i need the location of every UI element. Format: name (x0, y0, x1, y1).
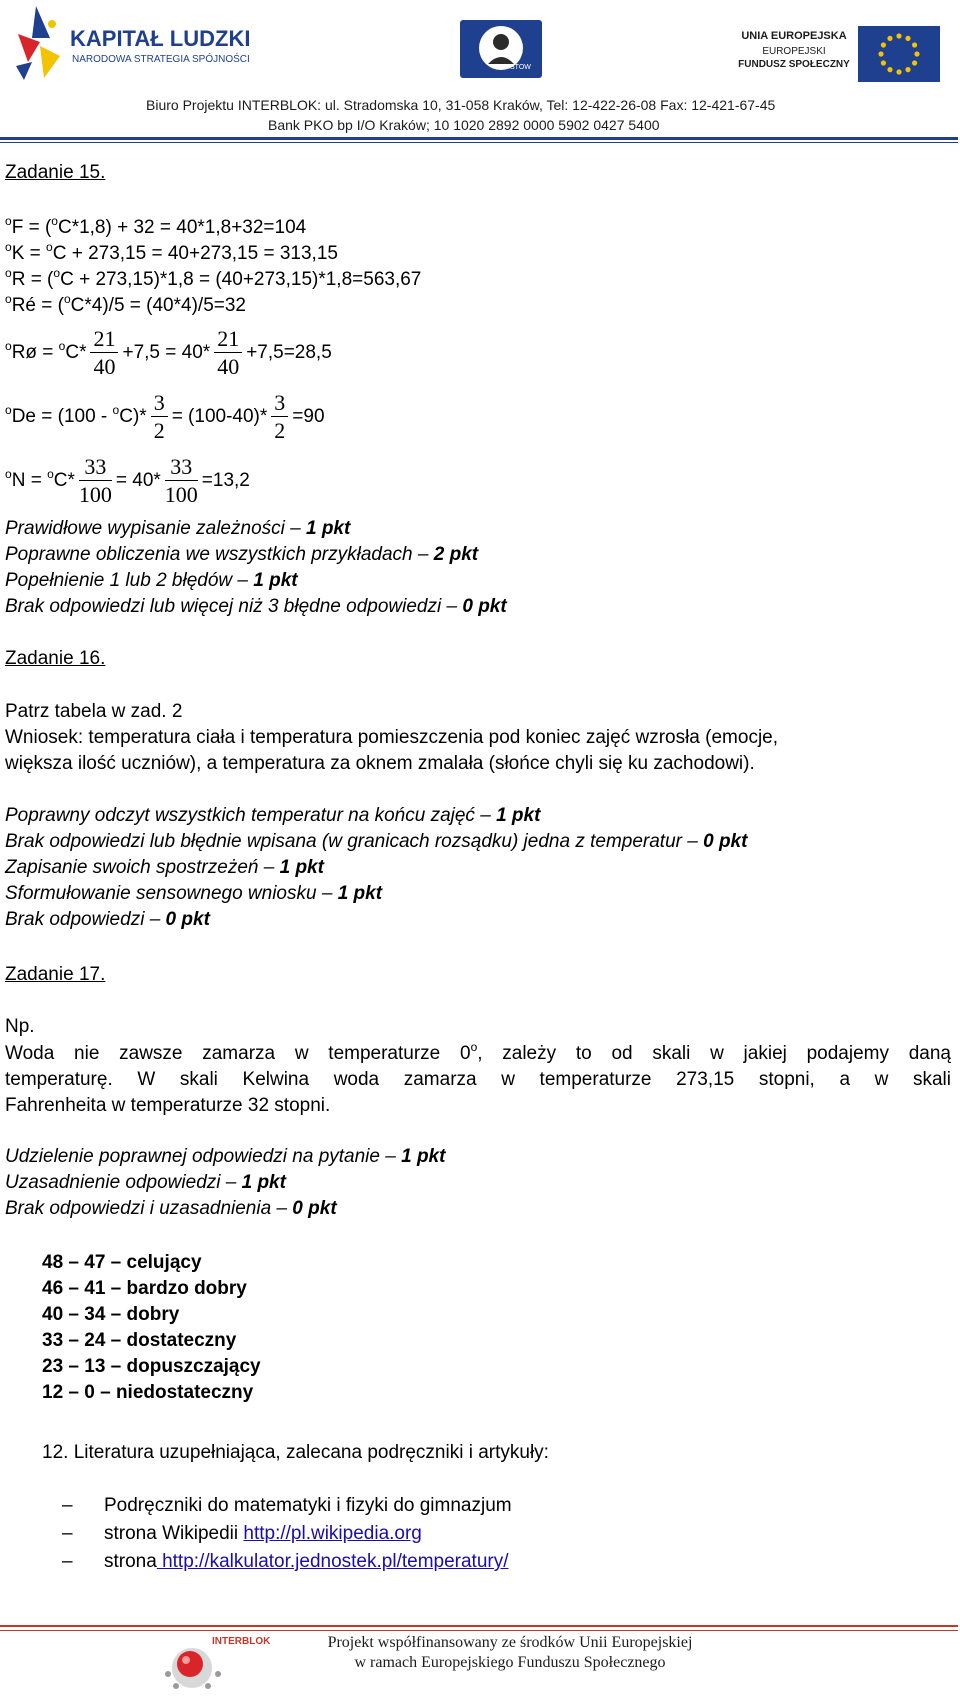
romer-formula: $^o$Rø = $^o$C* $\frac{21}{40}$ +7,5 = 40* $\frac{21}{40}$ +7,5=28,5 (5, 325, 332, 379)
paragraph-line: temperaturę. W skali Kelwina woda zamarza w temperaturze 273,15 stopni, a w skali (5, 1069, 951, 1090)
fraction: $\frac{21}{40}$ (90, 328, 118, 378)
grade-item: 33 – 24 – dostateczny (42, 1330, 237, 1351)
task-16-text: Patrz tabela w zad. 2 (5, 701, 183, 722)
task-16-heading: Zadanie 16. (5, 648, 106, 669)
task-17-np: Np. (5, 1016, 35, 1037)
eu-line3: FUNDUSZ SPOŁECZNY (738, 59, 850, 70)
task-17-heading: Zadanie 17. (5, 964, 106, 985)
grade-item: 48 – 47 – celujący (42, 1252, 202, 1273)
footer-rule-thin (0, 1630, 958, 1631)
scoring-line: Zapisanie swoich spostrzeżeń – 1 pkt (5, 857, 324, 878)
header-rule (0, 137, 958, 140)
fahrenheit-formula: $^o$F = ($^o$C*1,8) + 32 = 40*1,8+32=104 (5, 214, 307, 238)
interblok-label: INTERBLOK (212, 1636, 271, 1647)
literature-heading: 12. Literatura uzupełniająca, zalecana podręczniki i artykuły: (42, 1442, 549, 1463)
scoring-line: Brak odpowiedzi – 0 pkt (5, 909, 210, 930)
fraction: $\frac{33}{100}$ (78, 453, 112, 507)
scoring-line: Poprawny odczyt wszystkich temperatur na końcu zajęć – 1 pkt (5, 805, 541, 826)
center-logo-label: STOW (510, 64, 531, 71)
scoring-line: Popełnienie 1 lub 2 błędów – 1 pkt (5, 570, 298, 591)
kapital-ludzki-emblem-icon (14, 4, 64, 82)
kapital-ludzki-subtitle: NARODOWA STRATEGIA SPÓJNOŚCI (72, 54, 250, 65)
scoring-line: Udzielenie poprawnej odpowiedzi na pytanie – 1 pkt (5, 1146, 446, 1167)
scoring-line: Brak odpowiedzi lub błędnie wpisana (w granicach rozsądku) jedna z temperatur – 0 pkt (5, 831, 748, 852)
footer-line2: w ramach Europejskiego Funduszu Społecznego (354, 1654, 666, 1671)
kelvin-formula: $^o$K = $^o$C + 273,15 = 40+273,15 = 313,15 (5, 240, 338, 264)
newton-formula: $^o$N = $^o$C* $\frac{33}{100}$ = 40* $\frac{33}{100}$ =13,2 (5, 453, 250, 507)
kapital-ludzki-logo (14, 4, 264, 82)
grade-item: 40 – 34 – dobry (42, 1304, 180, 1325)
literature-item: – strona http://kalkulator.jednostek.pl/temperatury/ (62, 1551, 509, 1572)
delisle-formula: $^o$De = (100 - $^o$C)* $\frac{3}{2}$ = (100-40)* $\frac{3}{2}$ =90 (5, 389, 325, 443)
scoring-line: Sformułowanie sensownego wniosku – 1 pkt (5, 883, 383, 904)
task-16-text: Wniosek: temperatura ciała i temperatura pomieszczenia pod koniec zajęć wzrosła (emocje, (5, 727, 779, 748)
footer-line1: Projekt współfinansowany ze środków Unii Europejskiej (327, 1634, 693, 1651)
literature-item: – Podręczniki do matematyki i fizyki do gimnazjum (62, 1495, 512, 1516)
kalkulator-link[interactable]: http://kalkulator.jednostek.pl/temperatury/ (156, 1551, 509, 1572)
grade-item: 46 – 41 – bardzo dobry (42, 1278, 247, 1299)
scoring-line: Uzasadnienie odpowiedzi – 1 pkt (5, 1172, 286, 1193)
header-address: Biuro Projektu INTERBLOK: ul. Stradomska 10, 31-058 Kraków, Tel: 12-422-26-08 Fax: 12-421-67-45 (146, 97, 776, 113)
dash-bullet: – (62, 1523, 73, 1544)
task-17-paragraph (5, 1041, 951, 1119)
fraction: $\frac{33}{100}$ (164, 453, 198, 507)
wikipedia-link[interactable]: http://pl.wikipedia.org (243, 1523, 422, 1544)
dash-bullet: – (62, 1495, 73, 1516)
eu-flag-icon (858, 26, 940, 82)
eu-line2: EUROPEJSKI (762, 46, 826, 57)
paragraph-line: Woda nie zawsze zamarza w temperaturze 0$^o$, zależy to od skali w jakiej podajemy daną (5, 1040, 951, 1064)
literature-item: – strona Wikipedii http://pl.wikipedia.org (62, 1523, 422, 1544)
dash-bullet: – (62, 1551, 73, 1572)
task-15-heading: Zadanie 15. (5, 162, 106, 183)
reaumur-formula: $^o$Ré = ($^o$C*4)/5 = (40*4)/5=32 (5, 292, 246, 316)
eu-title: UNIA EUROPEJSKA (741, 30, 847, 42)
task-16-text: większa ilość uczniów), a temperatura za oknem zmalała (słońce chyli się ku zachodowi). (5, 753, 755, 774)
footer-rule (0, 1625, 958, 1627)
kapital-ludzki-title: KAPITAŁ LUDZKI (70, 26, 251, 51)
scoring-line: Brak odpowiedzi lub więcej niż 3 błędne odpowiedzi – 0 pkt (5, 596, 507, 617)
eu-logo (738, 26, 943, 82)
fraction: $\frac{21}{40}$ (214, 328, 242, 378)
fraction: $\frac{3}{2}$ (271, 392, 288, 442)
interblok-logo (160, 1634, 280, 1694)
header-bank: Bank PKO bp I/O Kraków; 10 1020 2892 0000 5902 0427 5400 (268, 117, 660, 133)
center-portrait-logo (460, 20, 542, 78)
scoring-line: Prawidłowe wypisanie zależności – 1 pkt (5, 518, 351, 539)
fraction: $\frac{3}{2}$ (151, 392, 168, 442)
header-rule-thin (0, 142, 958, 143)
grade-item: 23 – 13 – dopuszczający (42, 1356, 261, 1377)
grade-item: 12 – 0 – niedostateczny (42, 1382, 254, 1403)
scoring-line: Poprawne obliczenia we wszystkich przykładach – 2 pkt (5, 544, 479, 565)
rankine-formula: $^o$R = ($^o$C + 273,15)*1,8 = (40+273,15)*1,8=563,67 (5, 266, 422, 290)
scoring-line: Brak odpowiedzi i uzasadnienia – 0 pkt (5, 1198, 337, 1219)
paragraph-line: Fahrenheita w temperaturze 32 stopni. (5, 1095, 331, 1116)
